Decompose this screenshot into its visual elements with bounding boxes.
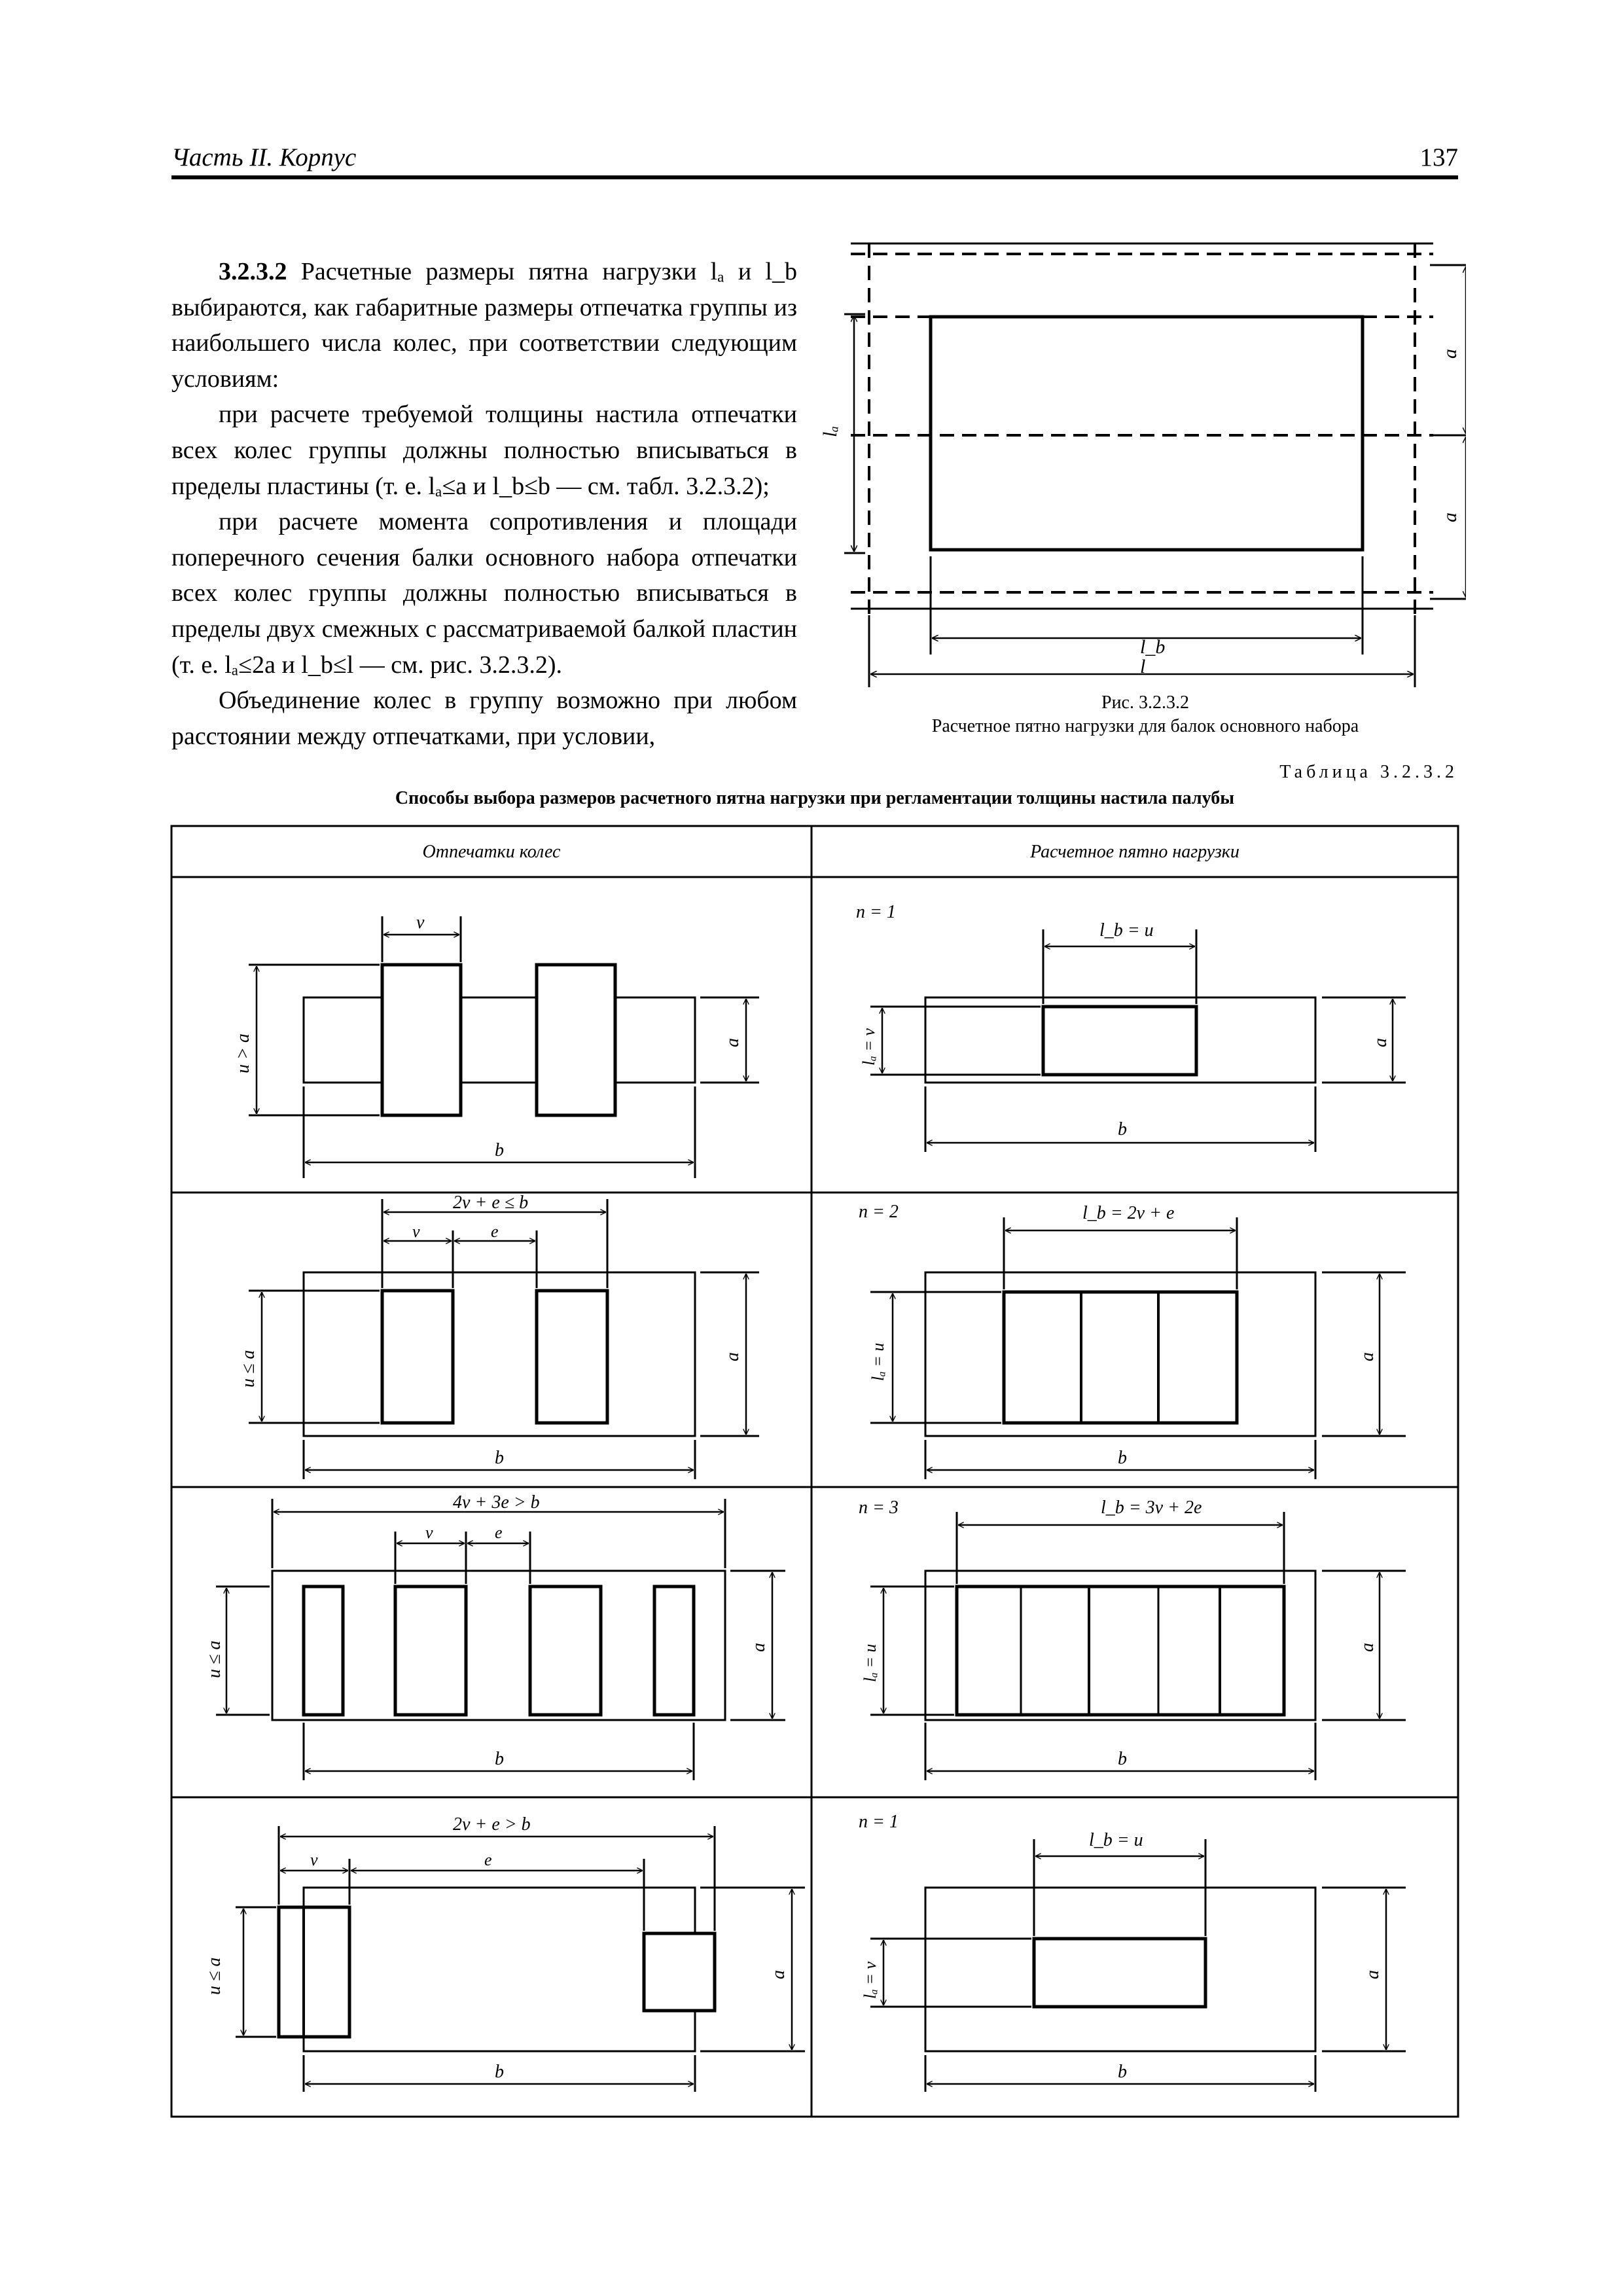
figure-load-patch xyxy=(812,236,1466,694)
fig-a-top-label: a xyxy=(1439,349,1461,359)
header-rule xyxy=(171,175,1458,179)
r4-ra-label: a xyxy=(1363,1970,1383,1979)
r3-lb-label: l_b = 3v + 2e xyxy=(1101,1498,1202,1518)
r4-a-label: a xyxy=(768,1970,789,1979)
figure-caption-title: Расчетное пятно нагрузки для балок основного набора xyxy=(931,716,1359,736)
row4-right-diagram xyxy=(859,1812,1406,2092)
paragraph-1-text: Расчетные размеры пятна нагрузки lₐ и l_b выбираются, как габаритные размеры отпечатка группы из наибольшего числа колес, при соответствии следующим условиям: xyxy=(171,258,797,393)
r1-v-label: v xyxy=(416,912,425,933)
row1-right-diagram xyxy=(856,902,1406,1152)
r2-top-label: 2v + e ≤ b xyxy=(453,1193,529,1213)
r2-lb-label: l_b = 2v + e xyxy=(1082,1203,1175,1223)
r4-top-label: 2v + e > b xyxy=(453,1814,531,1835)
r3-n-label: n = 3 xyxy=(859,1498,899,1518)
r2-b-label: b xyxy=(495,1448,504,1468)
r3-ra-label: a xyxy=(1357,1643,1378,1652)
r2-n-label: n = 2 xyxy=(859,1202,899,1222)
r2-a-label: a xyxy=(722,1352,743,1361)
r3-v-label: v xyxy=(425,1523,433,1542)
r1-b-label: b xyxy=(495,1140,504,1160)
r2-la-label: lₐ = u xyxy=(868,1342,887,1381)
table-title: Способы выбора размеров расчетного пятна нагрузки при регламентации толщины настила палубы xyxy=(395,788,1235,808)
r1-ra-label: a xyxy=(1370,1038,1391,1047)
r2-rb-label: b xyxy=(1118,1448,1127,1468)
r3-b-label: b xyxy=(495,1749,504,1769)
r2-e-label: e xyxy=(491,1222,499,1241)
r2-u-label: u ≤ a xyxy=(238,1350,259,1388)
r3-u-label: u ≤ a xyxy=(204,1640,224,1678)
r4-lb-label: l_b = u xyxy=(1089,1830,1143,1850)
fig-la-label: lₐ xyxy=(819,425,841,437)
r4-u-label: u ≤ a xyxy=(204,1957,224,1995)
row1-left-diagram xyxy=(233,912,759,1178)
r4-n-label: n = 1 xyxy=(859,1812,899,1832)
body-text xyxy=(171,254,797,754)
r1-lb-label: l_b = u xyxy=(1099,920,1154,941)
r4-rb-label: b xyxy=(1118,2062,1127,2082)
paragraph-3: при расчете момента сопротивления и площади поперечного сечения балки основного набора отпечатки всех колес группы должны полностью вписываться в пределы двух смежных с рассматриваемой балкой пластин (т. е. lₐ≤2a и l_b≤l — см. рис. 3.2.3.2). xyxy=(171,508,797,679)
fig-lb-label: l_b xyxy=(1140,636,1166,658)
paragraph-4: Объединение колес в группу возможно при любом расстоянии между отпечатками, при условии, xyxy=(171,687,797,750)
r2-v-label: v xyxy=(412,1222,420,1241)
r4-la-label: lₐ = v xyxy=(861,1962,880,1999)
r3-la-label: lₐ = u xyxy=(861,1643,880,1682)
r3-e-label: e xyxy=(495,1523,503,1542)
r1-a-label: a xyxy=(722,1038,743,1047)
r1-n-label: n = 1 xyxy=(856,902,896,922)
row2-right-diagram xyxy=(859,1202,1406,1479)
fig-a-bottom-label: a xyxy=(1439,512,1461,522)
table-label: Таблица 3.2.3.2 xyxy=(1279,762,1458,782)
row3-right-diagram xyxy=(859,1498,1406,1780)
running-header: Часть II. Корпус xyxy=(171,143,357,171)
fig-l-label: l xyxy=(1140,656,1146,677)
r1-u-label: u > a xyxy=(233,1033,253,1073)
r3-a-label: a xyxy=(749,1643,769,1652)
paragraph-1 xyxy=(171,254,797,397)
paragraph-2: при расчете требуемой толщины настила отпечатки всех колес группы должны полностью вписываться в пределы пластины (т. е. lₐ≤a и l_b≤b — см. табл. 3.2.3.2); xyxy=(171,401,797,500)
r4-b-label: b xyxy=(495,2062,504,2082)
table-header-right: Расчетное пятно нагрузки xyxy=(1030,842,1240,862)
r1-la-label: lₐ = v xyxy=(859,1028,878,1066)
row4-left-diagram xyxy=(204,1814,805,2092)
r3-top-label: 4v + 3e > b xyxy=(453,1492,540,1513)
table-header-left: Отпечатки колес xyxy=(422,842,561,862)
r2-ra-label: a xyxy=(1357,1352,1378,1361)
table-grid xyxy=(167,818,1463,2127)
r3-rb-label: b xyxy=(1118,1749,1127,1769)
row3-left-diagram xyxy=(204,1492,785,1780)
page-number: 137 xyxy=(1419,143,1458,171)
figure-caption-number: Рис. 3.2.3.2 xyxy=(1101,692,1189,713)
row2-left-diagram xyxy=(238,1193,759,1479)
section-number: 3.2.3.2 xyxy=(219,258,287,285)
r4-e-label: e xyxy=(484,1850,492,1869)
r4-v-label: v xyxy=(310,1850,318,1869)
r1-rb-label: b xyxy=(1118,1119,1127,1139)
